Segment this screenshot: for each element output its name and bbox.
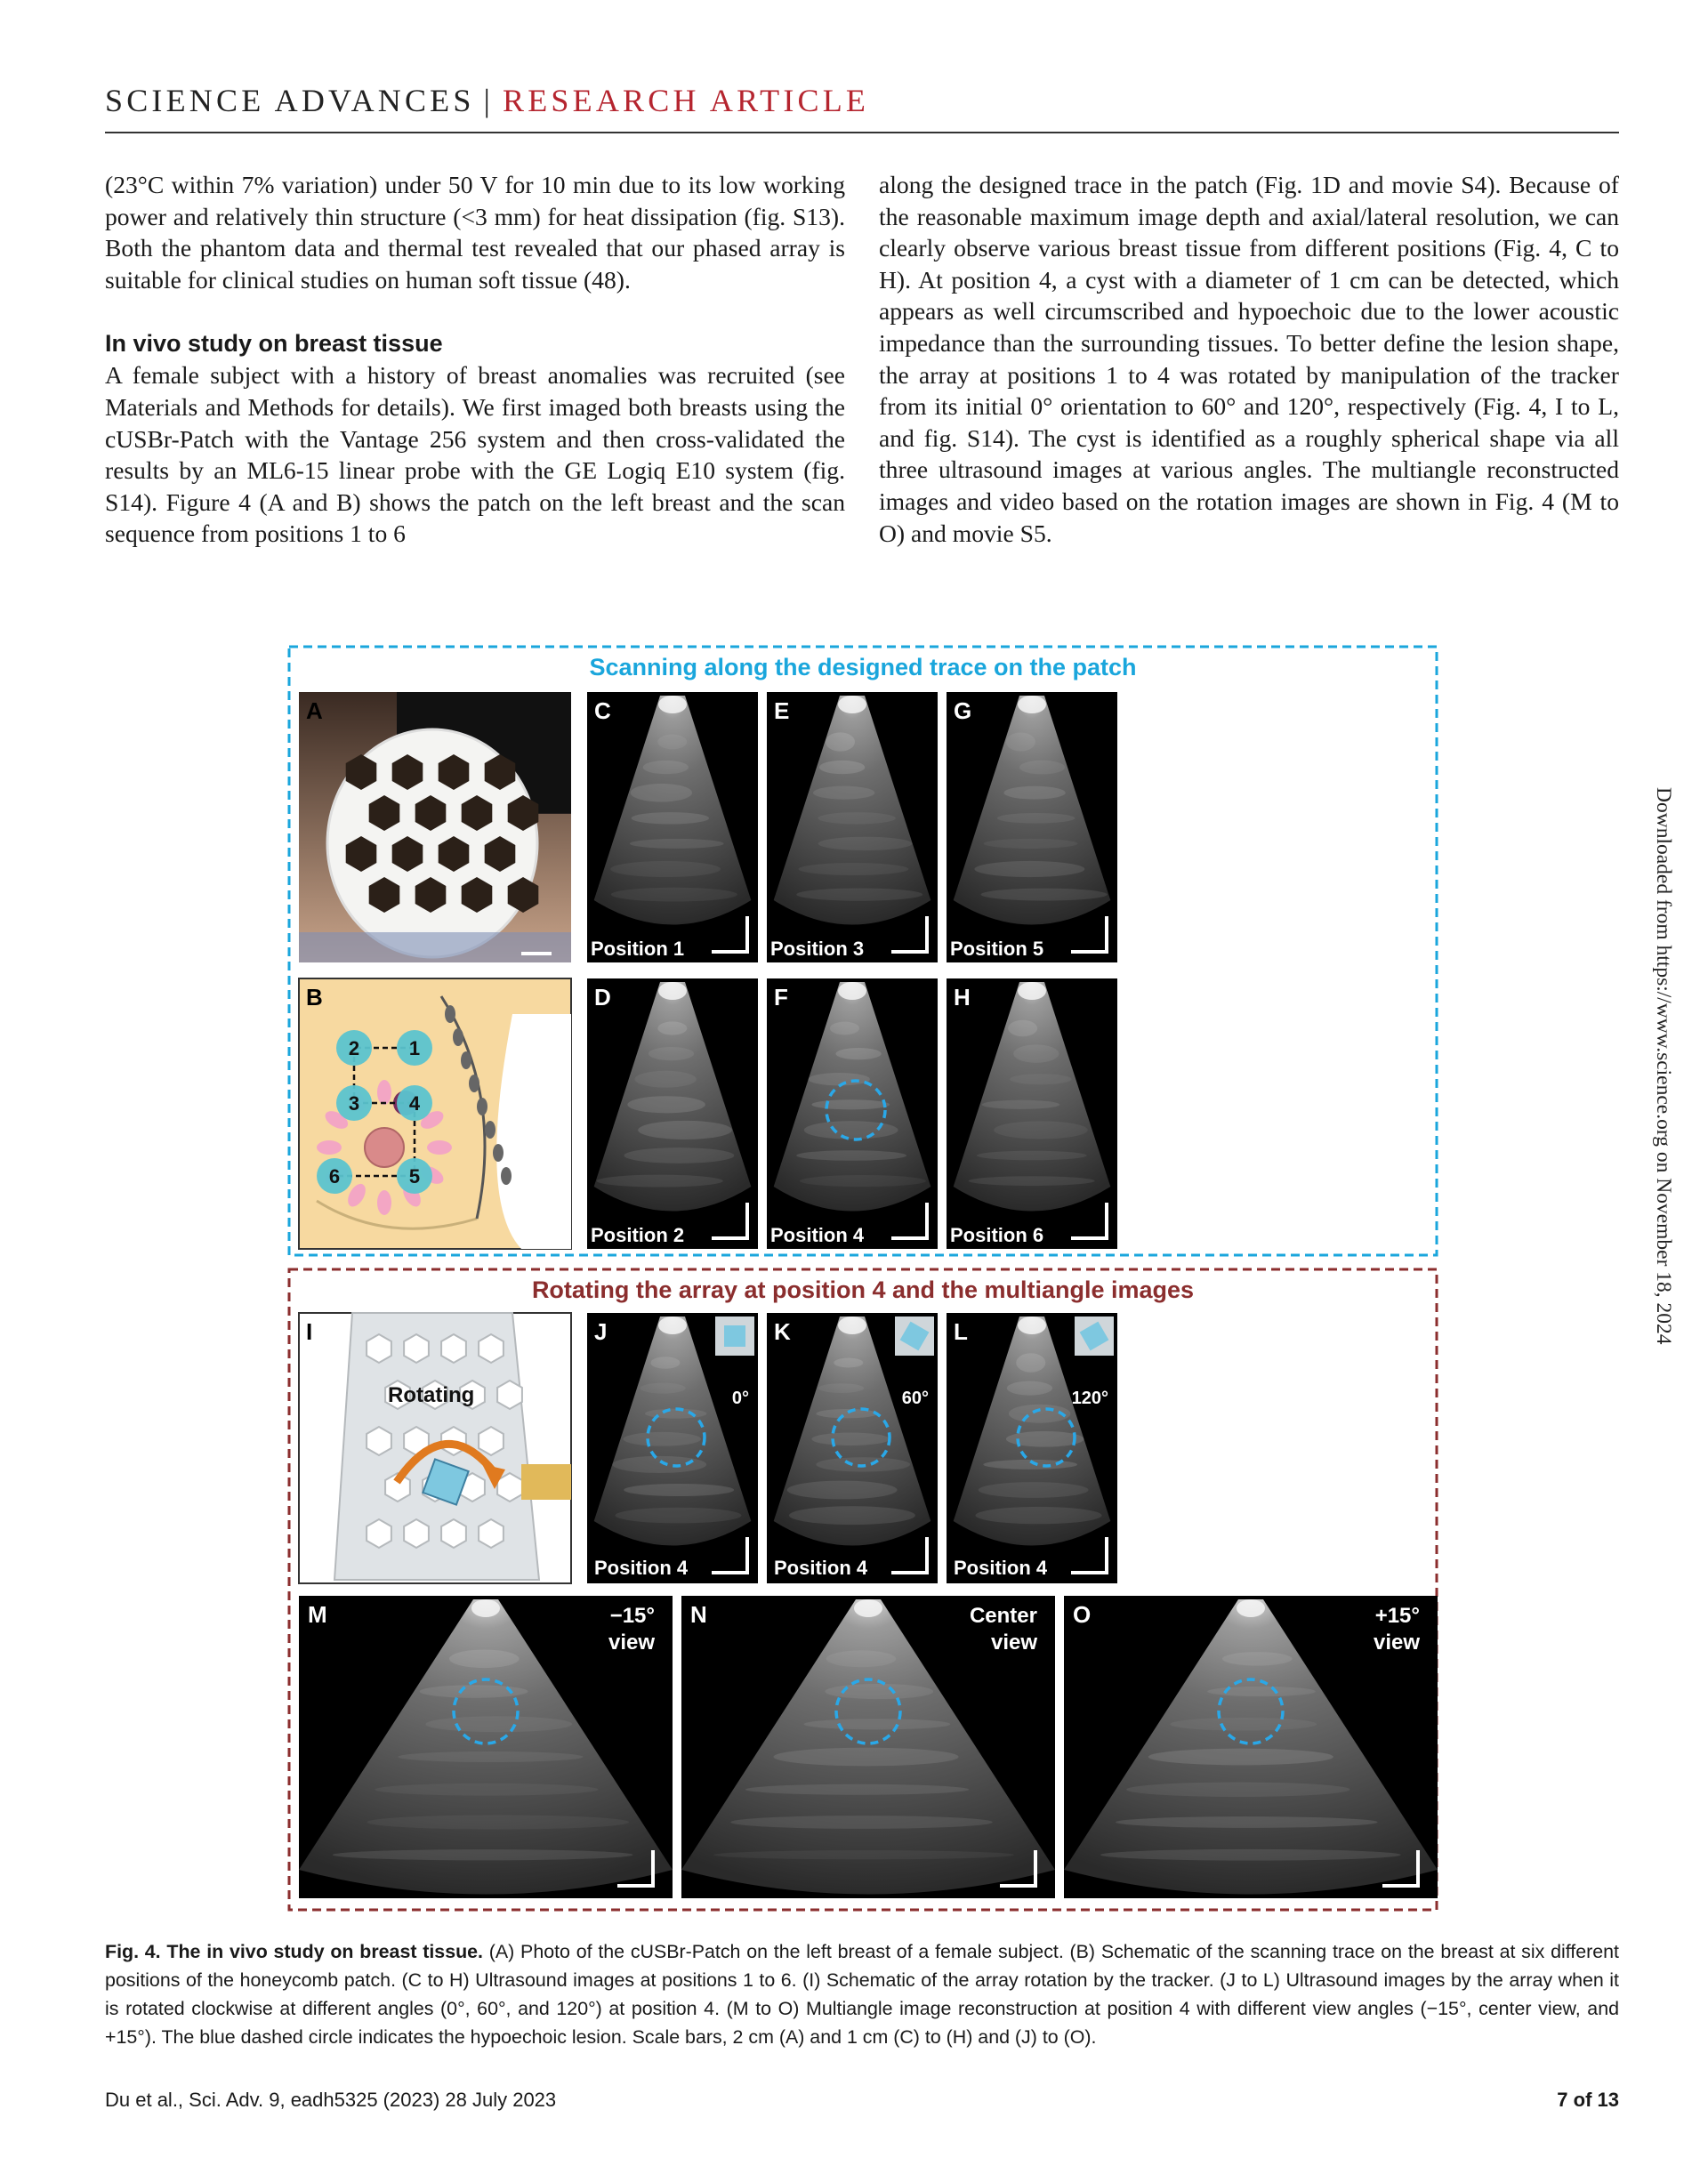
near-field-bright [658, 982, 687, 1000]
panel-g-ultrasound [947, 692, 1117, 962]
position-number-2: 2 [348, 1037, 360, 1059]
honeycomb-cell [497, 1473, 522, 1502]
tissue-band [650, 1357, 680, 1369]
panel-letter-l: L [954, 1318, 968, 1345]
panel-c-ultrasound [587, 692, 758, 962]
page-number: 7 of 13 [1557, 2089, 1619, 2111]
position-number-4: 4 [408, 1092, 421, 1115]
angle-label-k: 60° [901, 1389, 929, 1408]
tissue-band [1148, 1749, 1333, 1766]
tissue-band [800, 1175, 926, 1187]
header-separator: | [483, 83, 495, 118]
near-field-bright [838, 696, 866, 713]
tissue-band [615, 1508, 741, 1524]
left-paragraph-2: A female subject with a history of breast anomalies was recruited (see Materials and Methods for details). We first imaged both breasts using the cUSBr-Patch with the Vantage 256 system and then cross-validated the results by an ML6-15 linear probe with the GE Logiq E10 system (fig. S14). Figure 4 (A and B) shows the patch on the left breast and the scan sequence from positions 1 to 6 [105, 361, 845, 548]
panel-letter-o: O [1073, 1601, 1092, 1628]
tissue-band [994, 1121, 1088, 1139]
tissue-band [1170, 1718, 1317, 1731]
tissue-band [969, 1176, 1095, 1186]
tissue-band [796, 888, 922, 900]
position-label-k: Position 4 [774, 1557, 868, 1579]
tissue-band [974, 861, 1084, 877]
panel-letter-d: D [594, 984, 611, 1011]
gland-lobule [377, 1080, 391, 1105]
tissue-band [773, 1748, 958, 1767]
honeycomb-cell [441, 1334, 466, 1363]
near-field-bright [1018, 696, 1046, 713]
panel-n-reconstruction [681, 1596, 1055, 1898]
position-label-f: Position 4 [770, 1224, 865, 1246]
position-label-l: Position 4 [954, 1557, 1048, 1579]
tissue-band [1007, 1381, 1052, 1396]
right-paragraph-1: along the designed trace in the patch (Fig. 1D and movie S4). Because of the reasonable maximum image depth and axial/lateral resolution, we can clearly observe various breast tissue from different positions (Fig. 4, C to H). At position 4, a cyst with a diameter of 1 cm can be detected, which appears as well circumscribed and hypoechoic due to the lower acoustic impedance than the surrounding tissues. To better define the lesion shape, the array at positions 1 to 4 was rotated by manipulation of the tracker from its initial 0° orientation to 60° and 120°, respectively (Fig. 4, I to L, and fig. S14). The cyst is identified as a roughly spherical shape via all three ultrasound images at various angles. The multiangle reconstructed images and video based on the rotation images are shown in Fig. 4 (M to O) and movie S5. [879, 171, 1619, 547]
tissue-band [811, 1099, 890, 1109]
tissue-band [745, 1784, 969, 1795]
tissue-band [333, 1849, 633, 1860]
panel-letter-c: C [594, 697, 611, 724]
tissue-band [816, 1409, 877, 1418]
header-rule [105, 132, 1619, 133]
angle-label-l: 120° [1071, 1389, 1108, 1408]
tissue-band [449, 1650, 520, 1669]
tissue-band [787, 1481, 898, 1500]
tissue-band [803, 1719, 950, 1729]
tissue-band [789, 1506, 915, 1525]
tissue-band [809, 1073, 870, 1085]
position-label-g: Position 5 [950, 938, 1044, 960]
honeycomb-cell [367, 1334, 391, 1363]
download-note: Downloaded from https://www.science.org on November 18, 2024 [1652, 787, 1675, 1345]
caption-text: (A) Photo of the cUSBr-Patch on the left breast of a female subject. (B) Schematic of the scanning trace on the breast at six different positions of the honeycomb patch. (C to H) Ultrasound images at positions 1 to 6. (I) Schematic of the array rotation by the tracker. (J to L) Ultrasound images by the array when it is rotated clockwise at different angles (0°, 60°, and 120°) at position 4. (M to O) Multiangle image reconstruction at position 4 with different view angles (−15°, center view, and +15°). The blue dashed circle indicates the hypoechoic lesion. Scale bars, 2 cm (A) and 1 cm (C) to (H) and (J) to (O). [105, 1941, 1619, 2048]
tissue-band [834, 1358, 863, 1368]
tissue-band [610, 861, 721, 877]
tissue-band [984, 839, 1078, 849]
tissue-band [638, 1121, 732, 1139]
tissue-band [997, 813, 1076, 824]
article-section: RESEARCH ARTICLE [503, 83, 870, 118]
tissue-band [981, 889, 1108, 901]
lymph-node [453, 1028, 463, 1046]
tissue-band [1207, 1687, 1316, 1696]
tissue-band [627, 1096, 705, 1113]
lymph-node [461, 1051, 471, 1069]
journal-name: SCIENCE ADVANCES [105, 83, 475, 118]
position-number-1: 1 [408, 1037, 421, 1059]
tissue-band [1003, 786, 1065, 800]
tissue-band [597, 1175, 723, 1188]
panel-m-reconstruction [299, 1596, 673, 1898]
tissue-band [1010, 1074, 1071, 1084]
panel-e-ultrasound [767, 692, 938, 962]
tissue-band [612, 1456, 706, 1473]
tissue-band [836, 1048, 882, 1059]
panel-letter-e: E [774, 697, 790, 724]
tissue-band [624, 1484, 734, 1496]
near-field-bright [838, 982, 866, 1000]
tissue-band [657, 735, 687, 750]
panel-h-ultrasound [947, 978, 1117, 1249]
bottom-section-title: Rotating the array at position 4 and the multiangle images [531, 1276, 1195, 1303]
tissue-band [643, 761, 689, 774]
arm-cutout [496, 1014, 571, 1249]
tissue-band [804, 1121, 898, 1139]
panel-letter-h: H [954, 984, 971, 1011]
tissue-band [979, 1482, 1089, 1498]
view-label-o: +15° [1374, 1604, 1420, 1628]
view-label-line2-n: view [990, 1630, 1037, 1655]
tissue-band [1126, 1783, 1349, 1797]
top-section-title: Scanning along the designed trace on the patch [589, 654, 1137, 680]
honeycomb-cell [479, 1427, 504, 1455]
lymph-node [485, 1121, 495, 1139]
panel-f-ultrasound [767, 978, 938, 1249]
position-number-5: 5 [408, 1165, 421, 1188]
position-label-d: Position 2 [591, 1224, 685, 1246]
tissue-band [830, 1022, 859, 1035]
near-field-bright [1237, 1599, 1265, 1617]
section-subheading: In vivo study on breast tissue [105, 330, 443, 358]
tissue-band [730, 1816, 993, 1829]
tissue-band [976, 1507, 1102, 1524]
position-label-e: Position 3 [770, 938, 865, 960]
honeycomb-cell [479, 1334, 504, 1363]
panel-a-photo [299, 692, 571, 962]
connector [521, 1464, 571, 1500]
tissue-band [611, 888, 737, 902]
panel-letter-f: F [774, 984, 788, 1011]
nipple [365, 1128, 404, 1167]
near-field-bright [1018, 982, 1046, 1000]
running-header [105, 82, 869, 119]
tissue-band [1006, 732, 1035, 751]
position-number-3: 3 [348, 1092, 360, 1115]
tissue-band [813, 786, 874, 800]
tissue-band [819, 761, 865, 774]
gland-lobule [317, 1140, 342, 1155]
tissue-band [657, 1021, 687, 1035]
lymph-node [501, 1167, 512, 1185]
position-label-j: Position 4 [594, 1557, 689, 1579]
tissue-band [796, 1150, 906, 1161]
panel-letter-a: A [306, 697, 323, 724]
tissue-band [826, 732, 855, 751]
tissue-band [649, 1047, 694, 1060]
panel-b-schematic [299, 978, 571, 1249]
tissue-band [811, 1433, 890, 1446]
tissue-band [631, 784, 692, 802]
panel-d-ultrasound [587, 978, 758, 1249]
panel-i-rotation-schematic [299, 1313, 571, 1583]
near-field-bright [838, 1316, 866, 1334]
tissue-band [1008, 1020, 1037, 1036]
tissue-band [977, 1151, 1087, 1161]
position-label-h: Position 6 [950, 1224, 1044, 1246]
tissue-band [624, 1432, 702, 1446]
honeycomb-cell [497, 1381, 522, 1409]
near-field-bright [471, 1599, 500, 1617]
lymph-node [493, 1144, 504, 1162]
tissue-band [1013, 1044, 1059, 1062]
lymph-node [477, 1098, 487, 1115]
honeycomb-cell [367, 1519, 391, 1548]
view-label-m: −15° [609, 1604, 655, 1628]
tissue-band [982, 1100, 1060, 1109]
tissue-band [1100, 1849, 1401, 1861]
left-column [105, 169, 845, 550]
panel-j-ultrasound [587, 1313, 758, 1583]
footer-citation: Du et al., Sci. Adv. 9, eadh5325 (2023) 28 July 2023 [105, 2089, 557, 2111]
tissue-band [634, 1071, 696, 1088]
tissue-band [1019, 761, 1065, 775]
figure-4 [286, 644, 1439, 1912]
near-field-bright [854, 1599, 882, 1617]
gland-lobule [427, 1140, 452, 1155]
panel-letter-g: G [954, 697, 972, 724]
tissue-band [630, 839, 724, 849]
tissue-band [1222, 1652, 1293, 1665]
tissue-band [640, 1383, 685, 1394]
tracker-inset-array [724, 1325, 745, 1347]
gland-lobule [377, 1190, 391, 1215]
honeycomb-cell [404, 1334, 429, 1363]
panel-letter-m: M [308, 1601, 327, 1628]
near-field-bright [658, 696, 687, 713]
tissue-band [818, 812, 896, 824]
tissue-band [1116, 1816, 1378, 1828]
honeycomb-cell [404, 1519, 429, 1548]
honeycomb-cell [479, 1519, 504, 1548]
panel-o-reconstruction [1064, 1596, 1438, 1898]
tissue-band [825, 1684, 933, 1699]
panel-letter-n: N [690, 1601, 707, 1628]
lymph-node [469, 1075, 479, 1092]
left-paragraph-1: (23°C within 7% variation) under 50 V for 10 min due to its low working power and relatively thin structure (<3 mm) for heat dissipation (fig. S13). Both the phantom data and thermal test revealed that our phased array is suitable for clinical studies on human soft tissue (48). [105, 171, 845, 294]
tissue-band [375, 1783, 598, 1796]
panel-letter-i: I [306, 1318, 313, 1345]
tissue-band [624, 1147, 734, 1163]
panel-k-ultrasound [767, 1313, 938, 1583]
tissue-band [398, 1751, 583, 1762]
tissue-band [632, 812, 710, 824]
caption-label: Fig. 4. The in vivo study on breast tissue. [105, 1941, 483, 1962]
rotating-label: Rotating [388, 1383, 475, 1407]
position-number-6: 6 [328, 1165, 341, 1188]
tissue-band [367, 1815, 630, 1829]
panel-letter-k: K [774, 1318, 791, 1345]
panel-letter-b: B [306, 984, 323, 1011]
honeycomb-cell [367, 1427, 391, 1455]
view-label-line2-o: view [1373, 1630, 1420, 1655]
tissue-band [818, 1383, 864, 1393]
view-label-line2-m: view [608, 1630, 655, 1655]
near-field-bright [658, 1316, 687, 1334]
position-label-c: Position 1 [591, 938, 685, 960]
tissue-band [713, 1850, 1014, 1859]
near-field-bright [1018, 1316, 1046, 1334]
tissue-band [1016, 1353, 1045, 1373]
figure-caption [105, 1937, 1619, 2051]
panel-letter-j: J [594, 1318, 608, 1345]
tissue-band [818, 837, 913, 850]
tissue-band [425, 1716, 572, 1732]
tissue-band [826, 1650, 897, 1667]
view-label-n: Center [969, 1604, 1037, 1628]
right-column [879, 169, 1619, 549]
fabric [299, 932, 571, 962]
honeycomb-cell [441, 1519, 466, 1548]
lymph-node [445, 1005, 455, 1023]
tissue-band [798, 863, 908, 875]
panel-l-ultrasound [947, 1313, 1117, 1583]
angle-label-j: 0° [731, 1389, 749, 1408]
